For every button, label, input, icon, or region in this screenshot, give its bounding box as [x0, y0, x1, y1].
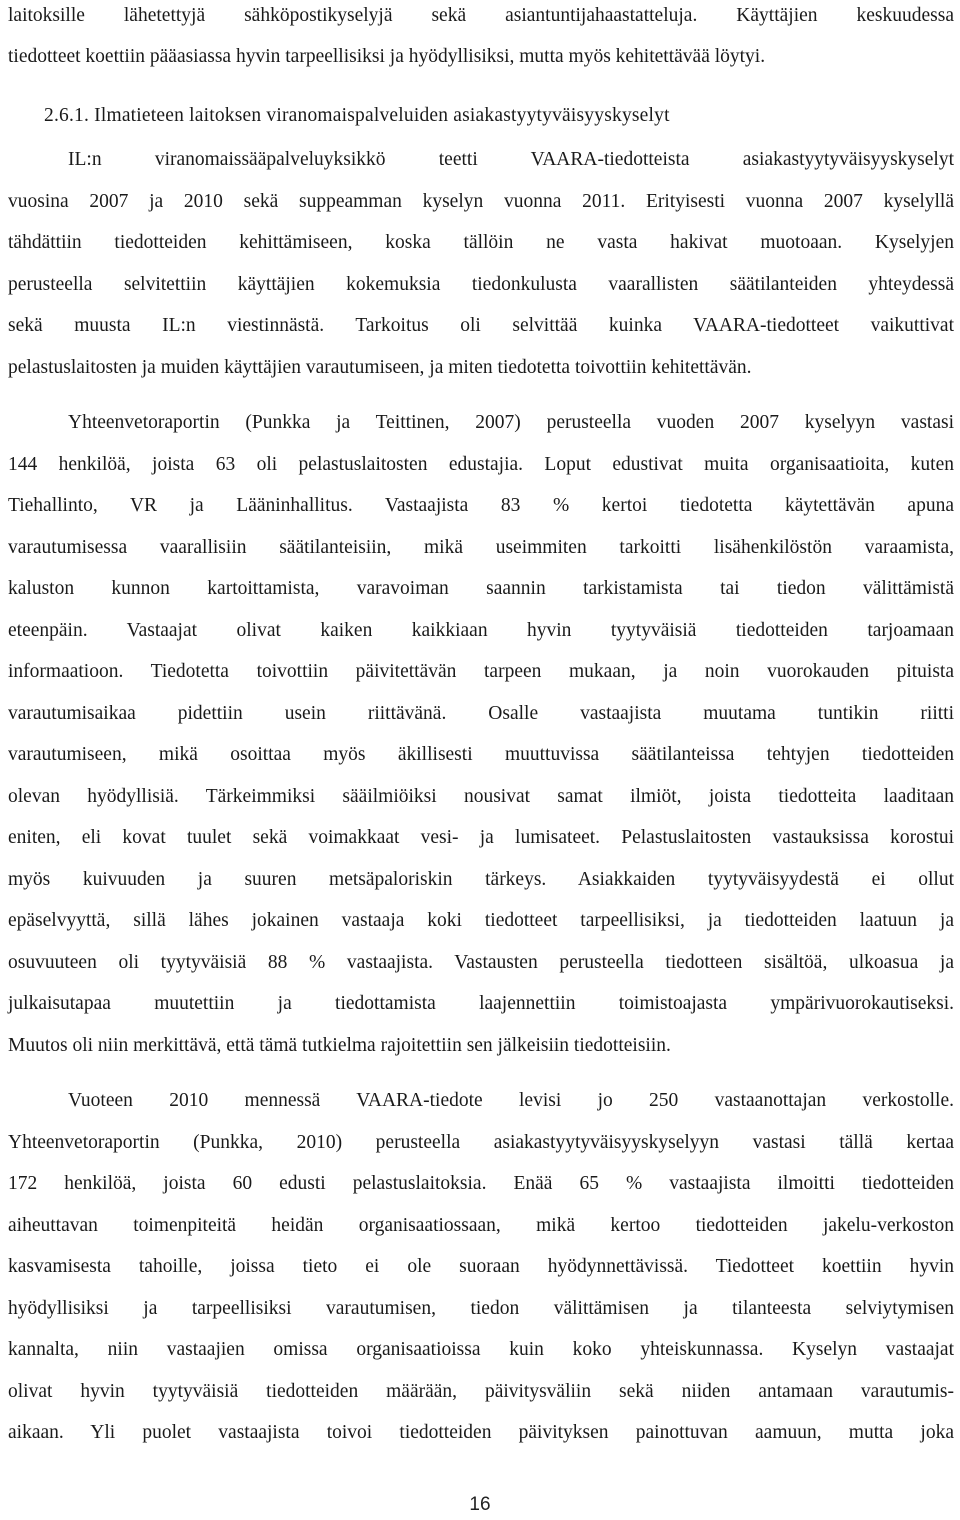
body-text-line: tiedotteet koettiin pääasiassa hyvin tarpeellisiksi ja hyödyllisiksi, mutta myös kehitettävää löytyi. [8, 46, 766, 67]
body-text-line: Tiehallinto, VR ja Lääninhallitus. Vastaajista 83 % kertoi tiedotetta käytettävän apuna [8, 495, 954, 516]
body-text-line: vuosina 2007 ja 2010 sekä suppeamman kyselyn vuonna 2011. Erityisesti vuonna 2007 kyselyllä [8, 191, 954, 212]
body-text-line: eteenpäin. Vastaajat olivat kaiken kaikkiaan hyvin tyytyväisiä tiedotteiden tarjoamaan [8, 620, 954, 641]
body-text-line: tähdättiin tiedotteiden kehittämiseen, koska tällöin ne vasta hakivat muotoaan. Kyselyjen [8, 232, 954, 253]
body-text-line: 144 henkilöä, joista 63 oli pelastuslaitosten edustajia. Loput edustivat muita organisaatioita, kuten [8, 454, 954, 475]
body-text-line: olevan hyödyllisiä. Tärkeimmiksi sääilmiöiksi nousivat samat ilmiöt, joista tiedotteita laaditaan [8, 786, 954, 807]
page-number: 16 [469, 1494, 491, 1515]
body-text-line: Yhteenvetoraportin (Punkka ja Teittinen, 2007) perusteella vuoden 2007 kyselyyn vastasi [68, 412, 954, 433]
body-text-line: osuvuuteen oli tyytyväisiä 88 % vastaajista. Vastausten perusteella tiedotteen sisältöä, ulkoasua ja [8, 952, 954, 973]
body-text-line: aikaan. Yli puolet vastaajista toivoi tiedotteiden päivityksen painottuvan aamuun, mutta joka [8, 1422, 954, 1443]
body-text-line: informaatioon. Tiedotetta toivottiin päivitettävän tarpeen mukaan, ja noin vuorokauden pituista [8, 661, 954, 682]
body-text-line: julkaisutapaa muutettiin ja tiedottamista laajennettiin toimistoajasta ympärivuorokautiseksi. [8, 993, 954, 1014]
body-text-line: kasvamisesta tahoille, joissa tieto ei ole suoraan hyödynnettävissä. Tiedotteet koettiin hyvin [8, 1256, 954, 1277]
body-text-line: Muutos oli niin merkittävä, että tämä tutkielma rajoitettiin sen jälkeisiin tiedotteisiin. [8, 1035, 671, 1056]
body-text-line: eniten, eli kovat tuulet sekä voimakkaat vesi- ja lumisateet. Pelastuslaitosten vastauksissa korostui [8, 827, 954, 848]
body-text-line: perusteella selvitettiin käyttäjien kokemuksia tiedonkulusta vaarallisten säätilanteiden yhteydessä [8, 274, 954, 295]
body-text-line: IL:n viranomaissääpalveluyksikkö teetti VAARA-tiedotteista asiakastyytyväisyyskyselyt [68, 149, 954, 170]
body-text-line: olivat hyvin tyytyväisiä tiedotteiden määrään, päivitysväliin sekä niiden antamaan varautumis- [8, 1381, 954, 1402]
body-text-line: laitoksille lähetettyjä sähköpostikyselyjä sekä asiantuntijahaastatteluja. Käyttäjien keskuudessa [8, 5, 954, 26]
body-text-line: pelastuslaitosten ja muiden käyttäjien varautumiseen, ja miten tiedotetta toivottiin kehitettävän. [8, 357, 752, 378]
body-text-line: hyödyllisiksi ja tarpeellisiksi varautumisen, tiedon välittämisen ja tilanteesta selviytymisen [8, 1298, 954, 1319]
body-text-line: kaluston kunnon kartoittamista, varavoiman saannin tarkistamista tai tiedon välittämistä [8, 578, 954, 599]
body-text-line: aiheuttavan toimenpiteitä heidän organisaatiossaan, mikä kertoo tiedotteiden jakelu-verkoston [8, 1215, 954, 1236]
body-text-line: epäselvyyttä, sillä lähes jokainen vastaaja koki tiedotteet tarpeellisiksi, ja tiedotteiden laatuun ja [8, 910, 954, 931]
body-text-line: kannalta, niin vastaajien omissa organisaatioissa kuin koko yhteiskunnassa. Kyselyn vastaajat [8, 1339, 954, 1360]
body-text-line: varautumiseen, mikä osoittaa myös äkillisesti muuttuvissa säätilanteissa tehtyjen tiedotteiden [8, 744, 954, 765]
body-text-line: sekä muusta IL:n viestinnästä. Tarkoitus oli selvittää kuinka VAARA-tiedotteet vaikuttivat [8, 315, 954, 336]
body-text-line: varautumisessa vaarallisiin säätilanteisiin, mikä useimmiten tarkoitti lisähenkilöstön varaamista, [8, 537, 954, 558]
body-text-line: Vuoteen 2010 mennessä VAARA-tiedote levisi jo 250 vastaanottajan verkostolle. [68, 1090, 954, 1111]
section-heading: 2.6.1. Ilmatieteen laitoksen viranomaispalveluiden asiakastyytyväisyyskyselyt [44, 105, 670, 126]
body-text-line: myös kuivuuden ja suuren metsäpaloriskin tärkeys. Asiakkaiden tyytyväisyydestä ei ollut [8, 869, 954, 890]
body-text-line: varautumisaikaa pidettiin usein riittävänä. Osalle vastaajista muutama tuntikin riitti [8, 703, 954, 724]
body-text-line: Yhteenvetoraportin (Punkka, 2010) perusteella asiakastyytyväisyyskyselyyn vastasi tällä kertaa [8, 1132, 954, 1153]
body-text-line: 172 henkilöä, joista 60 edusti pelastuslaitoksia. Enää 65 % vastaajista ilmoitti tiedotteiden [8, 1173, 954, 1194]
